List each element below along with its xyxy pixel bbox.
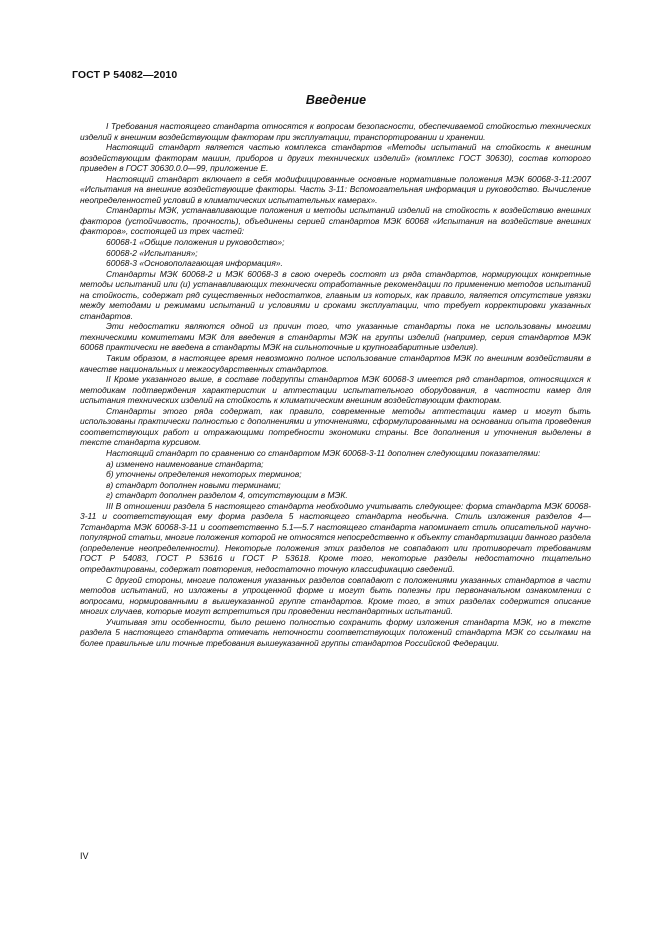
list-item: г) стандарт дополнен разделом 4, отсутствующим в МЭК.: [106, 490, 348, 501]
list-item: 60068-3 «Основополагающая информация».: [106, 258, 283, 269]
paragraph: Учитывая эти особенности, было решено полностью сохранить форму изложения стандарта МЭК, но в тексте раздела 5 настоящего стандарта отмечать неточности соответствующих положений стандарта МЭК со ссылками на более правильные или точные требования вышеуказанной группы стандартов Российской Федерации.: [80, 616, 591, 648]
list-item: б) уточнены определения некоторых терминов;: [106, 469, 302, 480]
list-item: в) стандарт дополнен новыми терминами;: [106, 479, 281, 490]
paragraph: Настоящий стандарт включает в себя модифицированные основные нормативные положения МЭК 60068-3-11:2007 «Испытания на внешние воздействующие факторы. Часть 3-11: Вспомогательная информация и руководство. Вычисление неопределенностей условий в климатических испытательных камерах».: [80, 173, 591, 205]
paragraph: Стандарты МЭК, устанавливающие положения и методы испытаний изделий на стойкость к воздействию внешних факторов (устойчивость, прочность), объединены серией стандартов МЭК 60068 «Испытания на воздействие внешних факторов», состоящей из трех частей:: [80, 205, 591, 237]
list-item: а) изменено наименование стандарта;: [106, 458, 264, 469]
list-item: 60068-2 «Испытания»;: [106, 247, 198, 258]
paragraph: Настоящий стандарт по сравнению со стандартом МЭК 60068-3-11 дополнен следующими показателями:: [106, 447, 541, 458]
paragraph: Таким образом, в настоящее время невозможно полное использование стандартов МЭК по внешним воздействиям в качестве национальных и межгосударственных стандартов.: [80, 353, 591, 374]
paragraph: II Кроме указанного выше, в составе подгруппы стандартов МЭК 60068-3 имеется ряд стандартов, относящихся к методикам подтверждения характеристик и аттестации испытательного оборудования, в частности камер для испытания технических изделий на стойкость к климатическим внешним воздействующим факторам.: [80, 374, 591, 406]
paragraph: I Требования настоящего стандарта относятся к вопросам безопасности, обеспечиваемой стойкостью технических изделий к внешним воздействующим факторам при эксплуатации, транспортировании и хранении.: [80, 121, 591, 142]
paragraph: III В отношении раздела 5 настоящего стандарта необходимо учитывать следующее: форма стандарта МЭК 60068-3-11 и соответствующая ему форма раздела 5 настоящего стандарта необычна. Стиль изложения разделов 4—7стандарта МЭК 60068-3-11 и соответственно 5.1—5.7 настоящего стандарта напоминает стиль описательной научно-популярной статьи, многие положения которой не относятся непосредственно к объекту стандартизации данного раздела (определение неопределенности). Некоторые положения этих разделов не совпадают или противоречат требованиям ГОСТ Р 54083, ГОСТ Р 53616 и ГОСТ Р 53618. Кроме того, некоторые разделы недостаточно тщательно отредактированы, содержат повторения, недостаточно точную классификацию сведений.: [80, 500, 591, 574]
paragraph: Стандарты МЭК 60068-2 и МЭК 60068-3 в свою очередь состоят из ряда стандартов, нормирующих конкретные методы испытаний или (и) устанавливающих технически отработанные рекомендации по применению методов испытаний на стойкость, содержат ряд существенных недостатков, главным из которых, как правило, является отсутствие увязки между методами и режимами испытаний и условиями и сроками эксплуатации, что требует корректировки указанных стандартов.: [80, 268, 591, 321]
list-item: 60068-1 «Общие положения и руководство»;: [106, 237, 285, 248]
paragraph: Эти недостатки являются одной из причин того, что указанные стандарты пока не использованы многими техническими комитетами МЭК для введения в стандарты МЭК на группы изделий (например, серия стандартов МЭК 60068 практически не введена в стандарты МЭК на сильноточные и крупногабаритные изделия).: [80, 321, 591, 353]
standard-code-header: ГОСТ Р 54082—2010: [72, 69, 178, 81]
section-title: Введение: [305, 93, 367, 107]
paragraph: Настоящий стандарт является частью комплекса стандартов «Методы испытаний на стойкость к внешним воздействующим факторам машин, приборов и других технических изделий» (комплекс ГОСТ 30630), состав которого приведен в ГОСТ 30630.0.0—99, приложение Е.: [80, 142, 591, 174]
paragraph: Стандарты этого ряда содержат, как правило, современные методы аттестации камер и могут быть использованы практически полностью с дополнениями и уточнениями, сформулированными на основании опыта проведения соответствующих работ и отражающими потребности экономики страны. Все дополнения и уточнения выделены в тексте стандарта курсивом.: [80, 405, 591, 448]
body-text: [80, 121, 591, 648]
page-number: IV: [80, 851, 89, 861]
paragraph: С другой стороны, многие положения указанных разделов совпадают с положениями указанных стандартов в части методов испытаний, но изложены в упрощенной форме и могут быть полезны при первоначальном ознакомлении с вопросами, нормированными в вышеуказанной группе стандартов. Кроме того, в этих разделах содержится описание многих случаев, которые могут встретиться при проведении нестандартных испытаний.: [80, 574, 591, 617]
